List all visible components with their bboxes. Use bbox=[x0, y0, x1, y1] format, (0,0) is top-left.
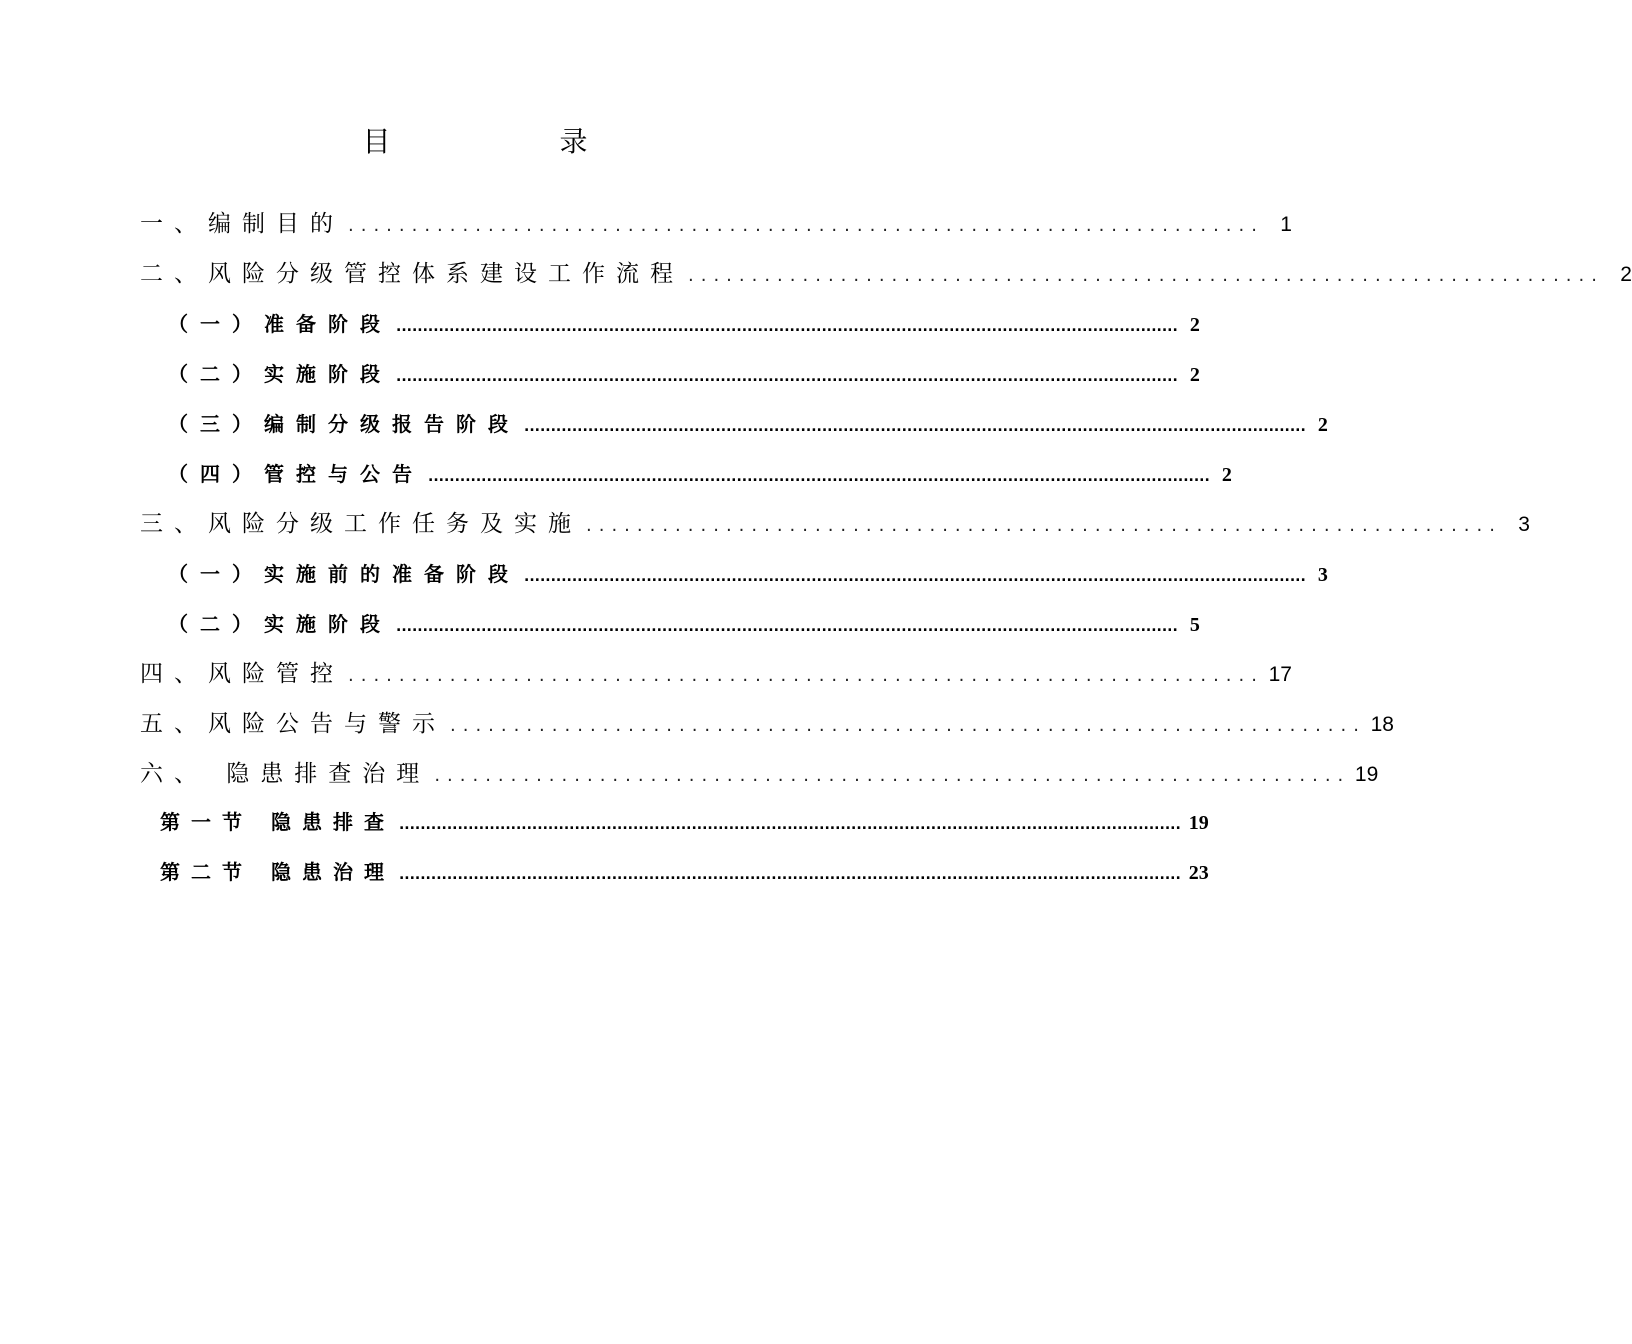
toc-entry[interactable] bbox=[168, 606, 1200, 642]
toc-leader-dots: ................................................................................................................................................... bbox=[524, 569, 1306, 585]
toc-entry-label: 第一节 隐患排查 bbox=[160, 810, 395, 834]
toc-page-number: 2 bbox=[1221, 464, 1232, 486]
toc-entry-label: 五、风险公告与警示 bbox=[140, 711, 446, 737]
toc-entry[interactable] bbox=[168, 456, 1232, 492]
toc-entry-label: （四）管控与公告 bbox=[168, 462, 424, 486]
toc-leader-dots: ........................................................................ bbox=[348, 665, 1264, 686]
toc-entry[interactable] bbox=[140, 206, 1292, 242]
toc-entry-label: （一）实施前的准备阶段 bbox=[168, 562, 520, 586]
toc-entry-label: 第二节 隐患治理 bbox=[160, 860, 395, 884]
toc-leader-dots: ................................................................................................................................................... bbox=[396, 319, 1178, 335]
page-title: 目 录 bbox=[362, 125, 668, 158]
toc-leader-dots: ................................................................................................................................................... bbox=[524, 419, 1306, 435]
toc-leader-dots: ........................................................................ bbox=[434, 765, 1351, 786]
toc-page-number: 5 bbox=[1189, 614, 1200, 636]
toc-leader-dots: ........................................................................ bbox=[688, 265, 1604, 286]
toc-page-number: 23 bbox=[1188, 862, 1209, 884]
toc-entry[interactable] bbox=[140, 256, 1632, 292]
toc-entry[interactable] bbox=[168, 356, 1200, 392]
toc-entry-label: （二）实施阶段 bbox=[168, 362, 392, 386]
toc-entry-label: 二、风险分级管控体系建设工作流程 bbox=[140, 261, 684, 287]
toc-entry[interactable] bbox=[140, 756, 1379, 792]
toc-page-number: 19 bbox=[1188, 812, 1209, 834]
toc-leader-dots: ................................................................................................................................................... bbox=[398, 867, 1181, 883]
toc-entry[interactable] bbox=[140, 656, 1292, 692]
toc-entry[interactable] bbox=[140, 506, 1530, 542]
toc-page-number: 3 bbox=[1317, 564, 1328, 586]
toc-leader-dots: ................................................................................................................................................... bbox=[428, 469, 1210, 485]
toc-page-number: 17 bbox=[1268, 663, 1292, 686]
toc-entry-label: （三）编制分级报告阶段 bbox=[168, 412, 520, 436]
toc-leader-dots: ................................................................................................................................................... bbox=[396, 369, 1178, 385]
toc-page-number: 2 bbox=[1189, 364, 1200, 386]
toc-leader-dots: ................................................................................................................................................... bbox=[398, 817, 1181, 833]
toc-leader-dots: ........................................................................ bbox=[348, 215, 1264, 236]
toc-entry-label: （二）实施阶段 bbox=[168, 612, 392, 636]
toc-entry[interactable] bbox=[160, 804, 1209, 840]
toc-leader-dots: ........................................................................ bbox=[586, 515, 1502, 536]
toc-entry-label: 三、风险分级工作任务及实施 bbox=[140, 511, 582, 537]
toc-leader-dots: ................................................................................................................................................... bbox=[396, 619, 1178, 635]
toc-page-number: 18 bbox=[1370, 713, 1394, 736]
toc-entry[interactable] bbox=[160, 854, 1209, 890]
toc-page-number: 3 bbox=[1518, 513, 1530, 536]
toc-leader-dots: ........................................................................ bbox=[450, 715, 1366, 736]
toc-entry-label: 四、风险管控 bbox=[140, 661, 344, 687]
toc-entry-label: 六、 隐患排查治理 bbox=[140, 761, 431, 787]
toc-entry[interactable] bbox=[168, 306, 1200, 342]
toc-entry-label: （一）准备阶段 bbox=[168, 312, 392, 336]
toc-page-number: 19 bbox=[1354, 763, 1379, 786]
toc-entry-label: 一、编制目的 bbox=[140, 211, 344, 237]
toc-entry[interactable] bbox=[168, 406, 1328, 442]
toc-page-number: 1 bbox=[1280, 213, 1292, 236]
toc-page-number: 2 bbox=[1620, 263, 1632, 286]
toc-entry[interactable] bbox=[140, 706, 1394, 742]
toc-entry[interactable] bbox=[168, 556, 1328, 592]
toc-page-number: 2 bbox=[1189, 314, 1200, 336]
toc-page-number: 2 bbox=[1317, 414, 1328, 436]
